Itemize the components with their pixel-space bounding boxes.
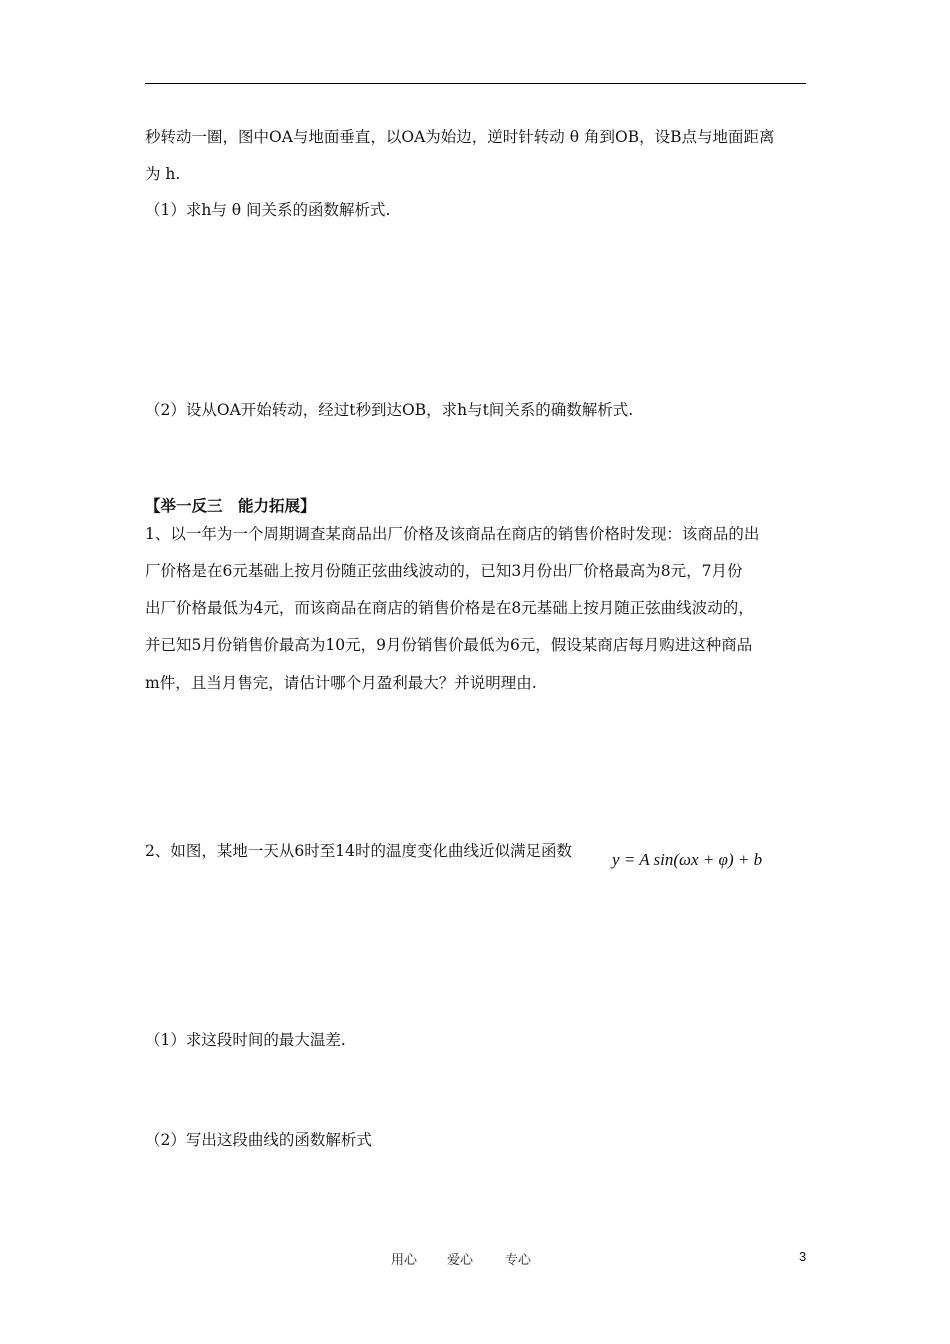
problem-1-line: 出厂价格最低为4元，而该商品在商店的销售价格是在8元基础上按月随正弦曲线波动的， [145, 599, 754, 617]
paragraph-line: 秒转动一圈，图中OA与地面垂直，以OA为始边，逆时针转动 θ 角到OB，设B点与地面距离 [145, 128, 775, 146]
question-part-1: （1）求h与 θ 间关系的函数解析式. [145, 201, 391, 219]
section-heading: 【举一反三 能力拓展】 [145, 496, 316, 515]
problem-1-line: m件，且当月售完，请估计哪个月盈利最大？并说明理由. [145, 674, 537, 692]
page-number: 3 [799, 1249, 807, 1264]
footer-left: 用心 [391, 1253, 418, 1268]
footer-middle: 爱心 [447, 1253, 474, 1268]
sine-function-formula: y = A sin(ωx + φ) + b [612, 850, 763, 869]
header-rule [145, 83, 806, 84]
paragraph-line: 为 h. [145, 165, 181, 183]
question-part-2: （2）设从OA开始转动，经过t秒到达OB，求h与t间关系的确数解析式. [145, 401, 634, 419]
problem-2-part-2: （2）写出这段曲线的函数解析式 [145, 1131, 372, 1149]
problem-1-line: 1、以一年为一个周期调查某商品出厂价格及该商品在商店的销售价格时发现：该商品的出 [145, 525, 760, 543]
problem-2-part-1: （1）求这段时间的最大温差. [145, 1031, 346, 1049]
problem-1-line: 并已知5月份销售价最高为10元，9月份销售价最低为6元，假设某商店每月购进这种商品 [145, 636, 753, 654]
problem-1-line: 厂价格是在6元基础上按月份随正弦曲线波动的，已知3月份出厂价格最高为8元，7月份 [145, 562, 743, 580]
problem-2-line: 2、如图，某地一天从6时至14时的温度变化曲线近似满足函数 [145, 842, 572, 860]
footer-right: 专心 [505, 1253, 532, 1268]
